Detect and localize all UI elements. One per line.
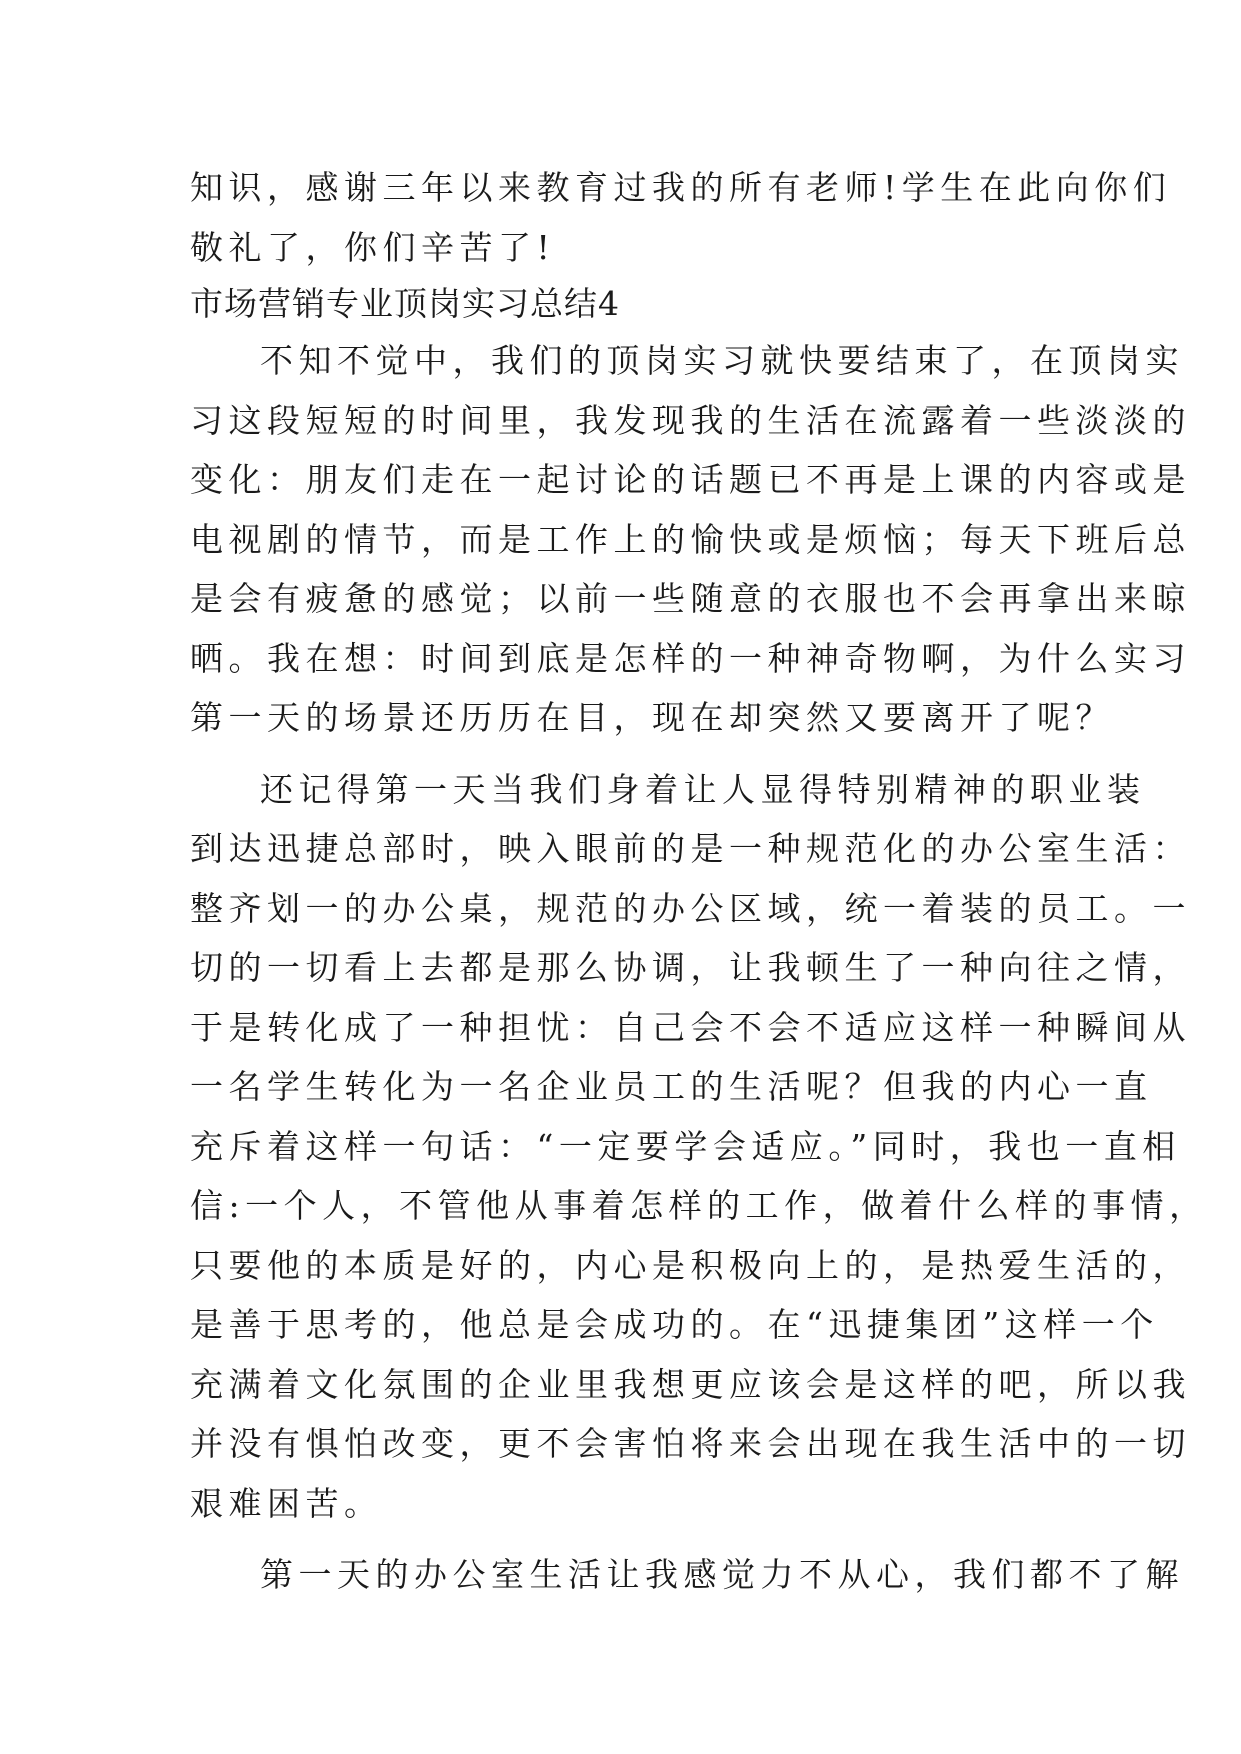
text-line: 一名学生转化为一名企业员工的生活呢？但我的内心一直	[190, 1067, 1153, 1106]
text-line: 整齐划一的办公桌，规范的办公区域，统一着装的员工。一	[190, 888, 1191, 928]
text-line: 并没有惧怕改变，更不会害怕将来会出现在我生活中的一切	[190, 1424, 1191, 1463]
text-line: 充斥着这样一句话：“一定要学会适应。”同时，我也一直相	[190, 1126, 1181, 1166]
text-line: 第一天的场景还历历在目，现在却突然又要离开了呢？	[190, 698, 1114, 737]
text-line: 艰难困苦。	[190, 1483, 383, 1523]
paragraph-first-line: 还记得第一天当我们身着让人显得特别精神的职业装	[260, 769, 1146, 809]
text-line: 信:一个人，不管他从事着怎样的工作，做着什么样的事情，	[190, 1186, 1208, 1225]
text-line: 到达迅捷总部时，映入眼前的是一种规范化的办公室生活：	[190, 829, 1191, 868]
paragraph-first-line: 第一天的办公室生活让我感觉力不从心，我们都不了解	[260, 1555, 1184, 1594]
text-line: 晒。我在想：时间到底是怎样的一种神奇物啊，为什么实习	[190, 638, 1191, 678]
paragraph-first-line: 不知不觉中，我们的顶岗实习就快要结束了，在顶岗实	[260, 341, 1184, 380]
text-line: 切的一切看上去都是那么协调，让我顿生了一种向往之情，	[190, 948, 1191, 987]
paragraph-spacer	[190, 1533, 1050, 1545]
section-heading: 市场营销专业顶岗实习总结4	[190, 284, 620, 323]
text-line: 是善于思考的，他总是会成功的。在“迅捷集团”这样一个	[190, 1305, 1159, 1344]
text-line: 于是转化成了一种担忧：自己会不会不适应这样一种瞬间从	[190, 1007, 1191, 1047]
document-body	[190, 158, 1208, 1605]
text-line: 变化：朋友们走在一起讨论的话题已不再是上课的内容或是	[190, 460, 1191, 499]
text-line: 只要他的本质是好的，内心是积极向上的，是热爱生活的，	[190, 1245, 1191, 1285]
text-line: 充满着文化氛围的企业里我想更应该会是这样的吧，所以我	[190, 1364, 1191, 1404]
paragraph-spacer	[190, 748, 1050, 760]
text-line: 电视剧的情节，而是工作上的愉快或是烦恼；每天下班后总	[190, 519, 1191, 559]
text-line: 知识，感谢三年以来教育过我的所有老师!学生在此向你们	[190, 168, 1172, 207]
text-line: 是会有疲惫的感觉；以前一些随意的衣服也不会再拿出来晾	[190, 579, 1191, 618]
text-line: 习这段短短的时间里，我发现我的生活在流露着一些淡淡的	[190, 400, 1191, 440]
text-line: 敬礼了，你们辛苦了!	[190, 227, 556, 267]
